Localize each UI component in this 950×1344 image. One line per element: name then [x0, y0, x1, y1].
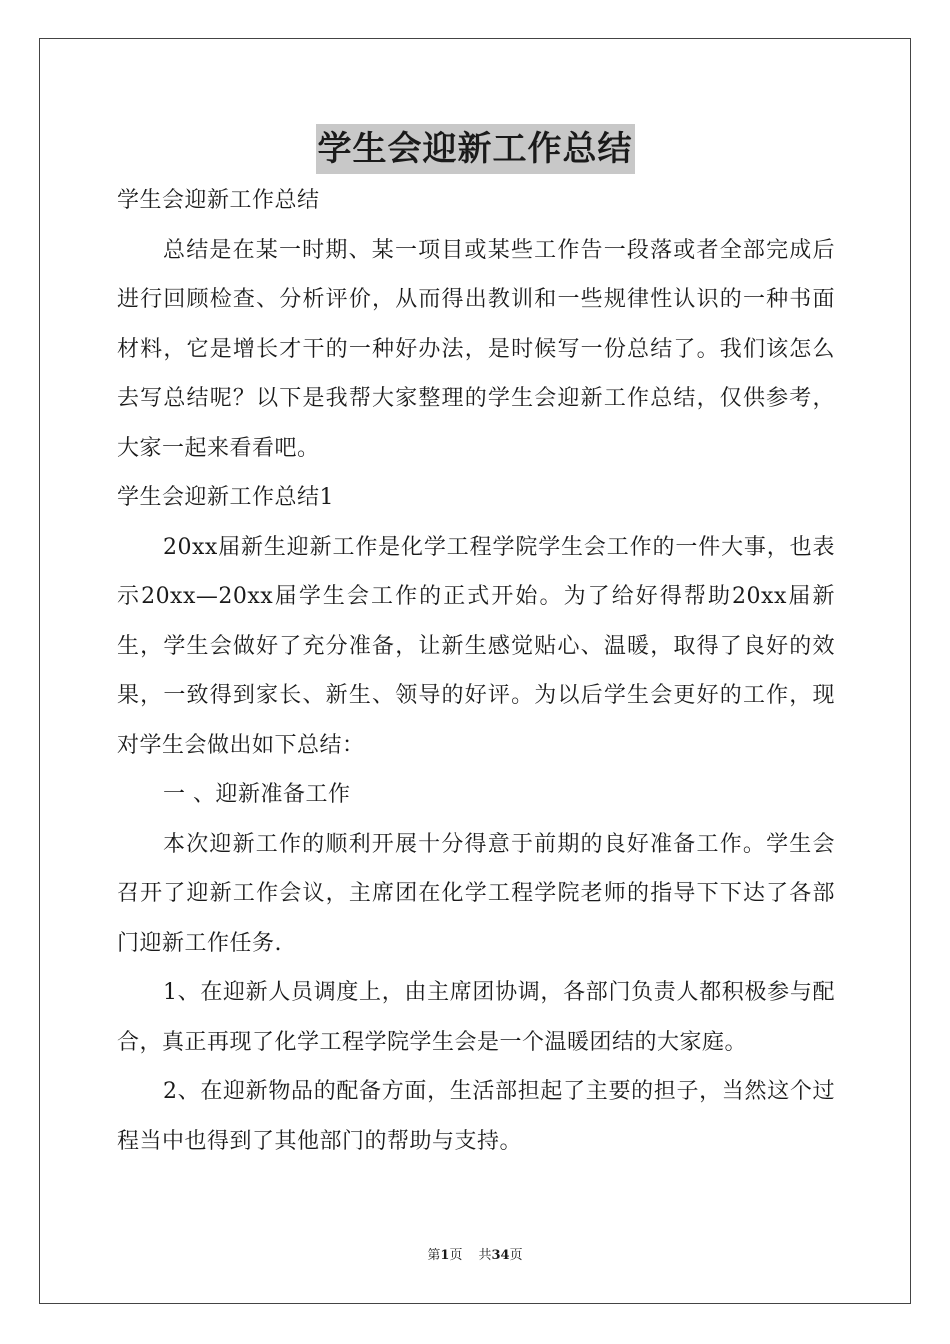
- footer-page-number: 1: [440, 1248, 450, 1263]
- footer-total-pages: 34: [491, 1248, 510, 1263]
- paragraph-body: 20xx届新生迎新工作是化学工程学院学生会工作的一件大事，也表示20xx—20xx届学生会工作的正式开始。为了给好得帮助20xx届新生，学生会做好了充分准备，让新生感觉贴心、温暖，取得了良好的效果，一致得到家长、新生、领导的好评。为以后学生会更好的工作，现对学生会做出如下总结：: [117, 534, 835, 758]
- footer-page-suffix: 页: [449, 1248, 463, 1263]
- paragraph-body: 本次迎新工作的顺利开展十分得意于前期的良好准备工作。学生会召开了迎新工作会议，主席团在化学工程学院老师的指导下下达了各部门迎新工作任务.: [117, 831, 835, 956]
- page-title: [0, 124, 950, 174]
- paragraph-list-item: 2、在迎新物品的配备方面，生活部担起了主要的担子，当然这个过程当中也得到了其他部门的帮助与支持。: [117, 1079, 835, 1154]
- footer-total-suffix: 页: [509, 1248, 523, 1263]
- footer-page-prefix: 第: [427, 1248, 441, 1263]
- page-footer: [0, 1246, 950, 1266]
- document-body: [117, 176, 835, 1166]
- page-title-text: 学生会迎新工作总结: [316, 124, 635, 174]
- footer-total-prefix: 共: [478, 1248, 492, 1263]
- paragraph-section-heading: 学生会迎新工作总结1: [117, 485, 334, 510]
- paragraph-subtitle: 学生会迎新工作总结: [117, 188, 320, 213]
- paragraph-intro: 总结是在某一时期、某一项目或某些工作告一段落或者全部完成后进行回顾检查、分析评价，从而得出教训和一些规律性认识的一种书面材料，它是增长才干的一种好办法，是时候写一份总结了。我们该怎么去写总结呢？以下是我帮大家整理的学生会迎新工作总结，仅供参考，大家一起来看看吧。: [117, 237, 835, 461]
- paragraph-list-item: 1、在迎新人员调度上，由主席团协调，各部门负责人都积极参与配合，真正再现了化学工程学院学生会是一个温暖团结的大家庭。: [117, 980, 835, 1055]
- paragraph-subheading: 一 、迎新准备工作: [163, 782, 351, 807]
